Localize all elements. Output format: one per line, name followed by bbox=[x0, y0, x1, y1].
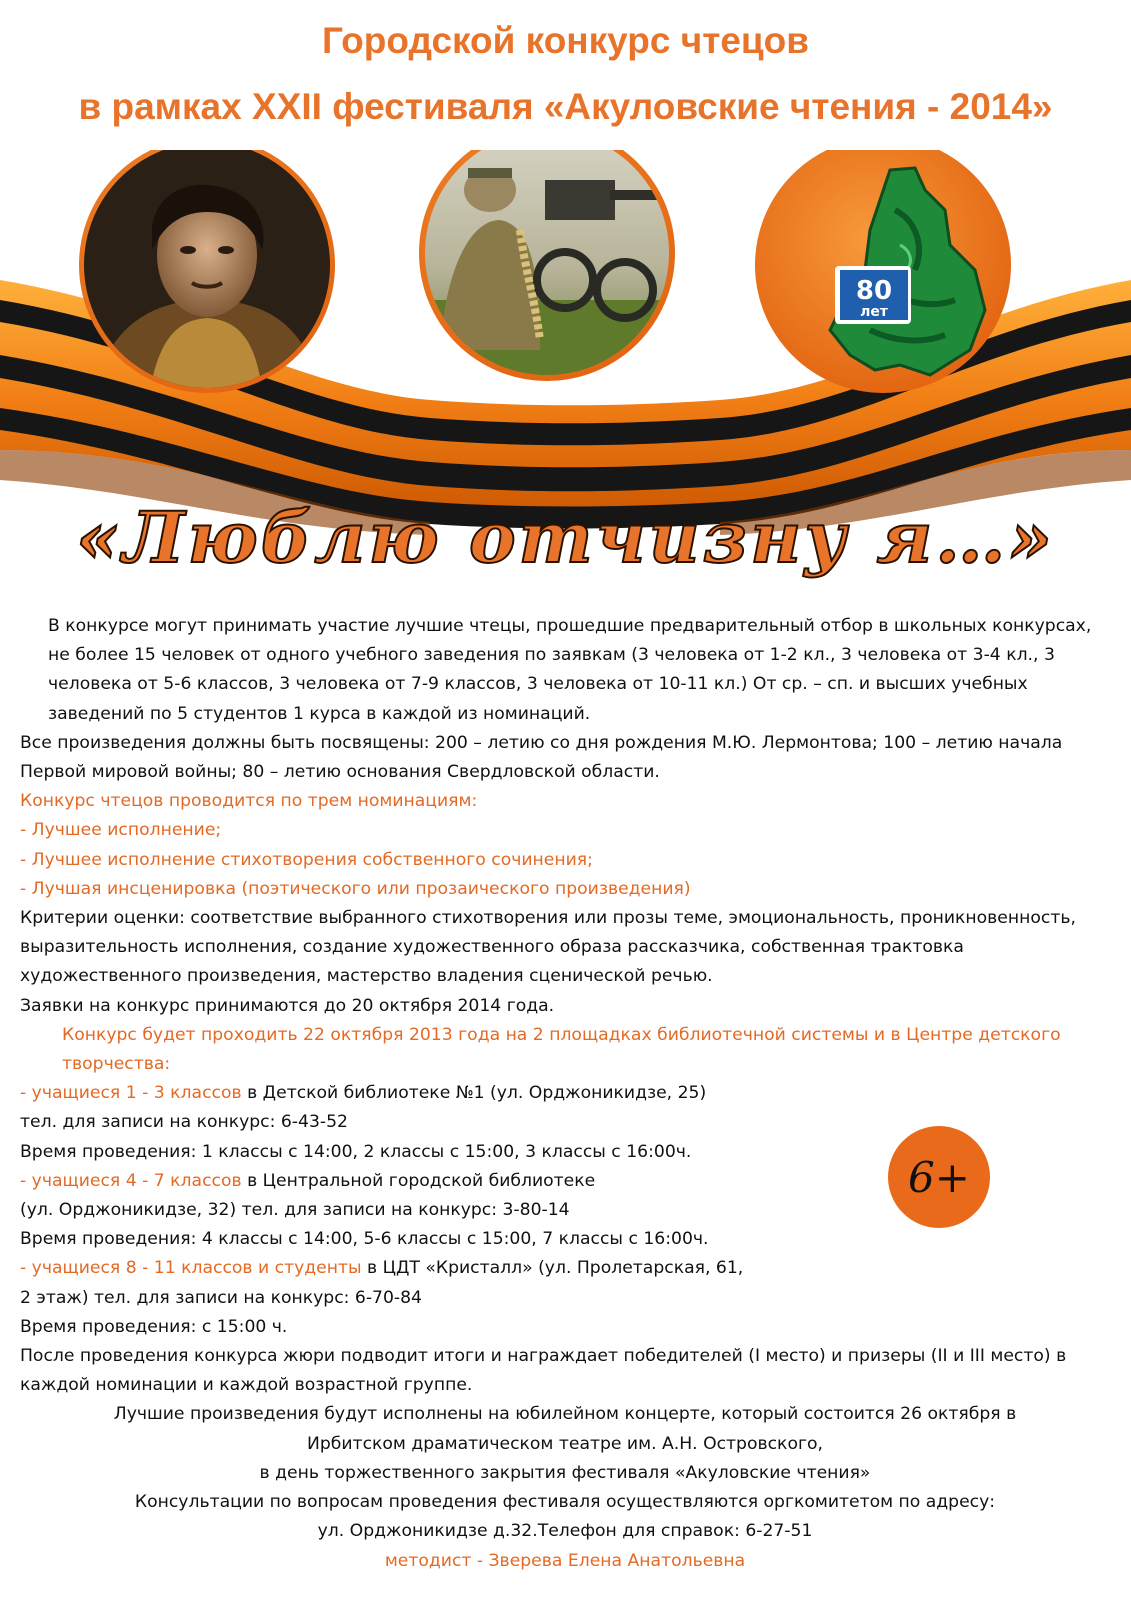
announcement-text bbox=[20, 612, 1110, 1576]
machine-gun-circle bbox=[419, 150, 680, 390]
title-line-2: в рамках XXII фестиваля «Акуловские чтения - 2014» bbox=[78, 86, 1053, 127]
dedication-paragraph: Все произведения должны быть посвящены: 200 – летию со дня рождения М.Ю. Лермонтова; 100 – летию начала Первой мировой войны; 80 – летию основания Свердловской области. bbox=[20, 732, 1063, 783]
group2-phone: (ул. Орджоникидзе, 32) тел. для записи на конкурс: 3-80-14 bbox=[20, 1200, 570, 1221]
group3-label: - учащиеся 8 - 11 классов и студенты bbox=[20, 1258, 362, 1279]
consult-line-2: ул. Орджоникидзе д.32.Телефон для справок: 6-27-51 bbox=[317, 1521, 813, 1542]
anniversary-number: 80 bbox=[855, 276, 893, 306]
age-rating-badge: 6+ bbox=[888, 1126, 990, 1228]
group1-time: Время проведения: 1 классы с 14:00, 2 классы с 15:00, 3 классы с 16:00ч. bbox=[20, 1141, 692, 1162]
nominations-title: Конкурс чтецов проводится по трем номинациям: bbox=[20, 791, 478, 812]
nomination-item: - Лучшее исполнение стихотворения собственного сочинения; bbox=[20, 849, 593, 870]
criteria-paragraph: Критерии оценки: соответствие выбранного стихотворения или прозы теме, эмоциональность, проникновенность, выразительность исполнения, создание художественного образа рассказчика, собственная трактовка художественного произведения, мастерство владения сценической речью. bbox=[20, 908, 1076, 987]
consult-line-1: Консультации по вопросам проведения фестиваля осуществляются оргкомитетом по адресу: bbox=[134, 1492, 996, 1513]
anniversary-word: лет bbox=[860, 304, 888, 320]
group2-place: в Центральной городской библиотеке bbox=[247, 1170, 596, 1191]
nomination-item: - Лучшая инсценировка (поэтического или прозаического произведения) bbox=[20, 878, 691, 899]
group2-time: Время проведения: 4 классы с 14:00, 5-6 классы с 15:00, 7 классы с 16:00ч. bbox=[20, 1229, 709, 1250]
group2-label: - учащиеся 4 - 7 классов bbox=[20, 1170, 248, 1191]
intro-paragraph: В конкурсе могут принимать участие лучшие чтецы, прошедшие предварительный отбор в школьных конкурсах, не более 15 человек от одного учебного заведения по заявкам (3 человека от 1-2 кл., 3 человека от 3-4 кл., 3 человека от 5-6 классов, 3 человека от 7-9 классов, 3 человека от 10-11 кл.) От ср. – сп. и высших учебных заведений по 5 студентов 1 курса в каждой из номинаций. bbox=[48, 616, 1092, 724]
ribbon-banner bbox=[0, 150, 1131, 540]
group1-phone: тел. для записи на конкурс: 6-43-52 bbox=[20, 1112, 348, 1133]
nomination-item: - Лучшее исполнение; bbox=[20, 820, 222, 841]
methodist-line: методист - Зверева Елена Анатольевна bbox=[384, 1550, 746, 1571]
deadline-line: Заявки на конкурс принимаются до 20 октября 2014 года. bbox=[20, 995, 555, 1016]
group3-time: Время проведения: с 15:00 ч. bbox=[20, 1316, 288, 1337]
group1-label: - учащиеся 1 - 3 классов bbox=[20, 1083, 248, 1104]
slogan: «Люблю отчизну я…» bbox=[75, 496, 1056, 579]
group1-line bbox=[20, 1079, 1110, 1108]
anniversary-badge bbox=[835, 266, 911, 324]
group3-phone: 2 этаж) тел. для записи на конкурс: 6-70-84 bbox=[20, 1287, 422, 1308]
title-line-1: Городской конкурс чтецов bbox=[322, 20, 809, 61]
group1-place: в Детской библиотеке №1 (ул. Орджоникидзе, 25) bbox=[247, 1083, 707, 1104]
group3-line bbox=[20, 1254, 1110, 1283]
concert-line-1: Лучшие произведения будут исполнены на юбилейном концерте, который состоится 26 октября в bbox=[113, 1404, 1017, 1425]
results-paragraph: После проведения конкурса жюри подводит итоги и награждает победителей (I место) и призеры (II и III место) в каждой номинации и каждой возрастной группе. bbox=[20, 1346, 1067, 1396]
concert-line-2: Ирбитском драматическом театре им. А.Н. Островского, bbox=[307, 1433, 823, 1454]
venue-intro: Конкурс будет проходить 22 октября 2013 года на 2 площадках библиотечной системы и в Центре детского творчества: bbox=[62, 1024, 1061, 1075]
group3-place: в ЦДТ «Кристалл» (ул. Пролетарская, 61, bbox=[361, 1258, 744, 1279]
concert-line-3: в день торжественного закрытия фестиваля «Акуловские чтения» bbox=[259, 1462, 871, 1483]
